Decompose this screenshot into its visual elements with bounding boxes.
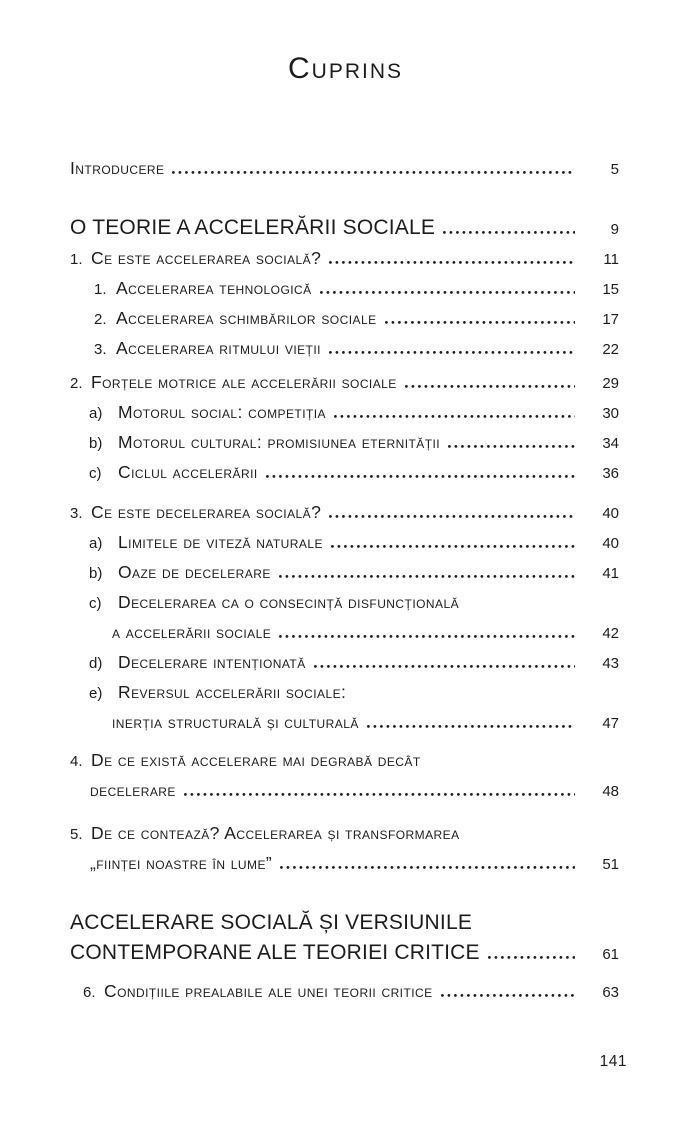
dot-leader	[172, 171, 575, 174]
toc-entry	[94, 278, 619, 308]
entry-label: Motorul cultural: promisiunea eternității	[118, 432, 441, 452]
dot-leader	[279, 635, 575, 638]
dot-leader	[329, 515, 575, 518]
entry-label: Introducere	[70, 158, 165, 178]
entry-page: 15	[602, 281, 619, 298]
entry-number: 3.	[70, 505, 83, 522]
toc-entry	[70, 158, 619, 188]
entry-label: a accelerării sociale	[112, 622, 272, 642]
entry-letter: a)	[89, 405, 103, 422]
entry-page: 5	[610, 161, 619, 178]
entry-page: 36	[602, 465, 619, 482]
dot-leader	[331, 545, 575, 548]
toc-entry	[89, 402, 619, 432]
entry-letter: c)	[89, 595, 102, 612]
toc-entry	[89, 432, 619, 462]
toc-entry	[89, 562, 619, 592]
entry-label: De ce există accelerare mai degrabă decât	[91, 750, 421, 770]
dot-leader	[266, 475, 575, 478]
entry-number: 6.	[83, 984, 96, 1001]
entry-label: O TEORIE A ACCELERĂRII SOCIALE	[70, 216, 436, 239]
toc-entry-continuation	[90, 853, 619, 883]
entry-page: 30	[602, 405, 619, 422]
entry-letter: a)	[89, 535, 103, 552]
dot-leader	[443, 231, 575, 234]
entry-label: Motorul social: competiția	[118, 402, 327, 422]
entry-number: 4.	[70, 753, 83, 770]
dot-leader	[448, 445, 575, 448]
entry-label: Ce este accelerarea socială?	[91, 248, 322, 268]
entry-page: 40	[602, 535, 619, 552]
entry-letter: d)	[89, 655, 103, 672]
dot-leader	[320, 291, 575, 294]
entry-page: 41	[602, 565, 619, 582]
toc-entry	[94, 308, 619, 338]
toc-entry	[70, 248, 619, 278]
entry-label: Reversul accelerării sociale:	[118, 682, 347, 702]
entry-number: 1.	[94, 281, 107, 298]
entry-number: 2.	[70, 375, 83, 392]
entry-number: 1.	[70, 251, 83, 268]
entry-page: 9	[610, 221, 619, 238]
entry-label: Ce este decelerarea socială?	[91, 502, 322, 522]
toc-entry-continuation	[90, 780, 619, 810]
entry-page: 43	[602, 655, 619, 672]
entry-number: 5.	[70, 826, 83, 843]
page-number: 141	[599, 1053, 627, 1070]
entry-label: Accelerarea tehnologică	[116, 278, 312, 298]
entry-page: 63	[602, 984, 619, 1001]
entry-label: Limitele de viteză naturale	[118, 532, 323, 552]
entry-label: Accelerarea schimbărilor sociale	[116, 308, 377, 328]
dot-leader	[441, 994, 575, 997]
entry-number: 2.	[94, 311, 107, 328]
entry-label: Ciclul accelerării	[118, 462, 258, 482]
dot-leader	[314, 665, 575, 668]
entry-label: Decelerare intenționată	[118, 652, 306, 672]
entry-label: ACCELERARE SOCIALĂ ȘI VERSIUNILE	[70, 911, 473, 934]
dot-leader	[488, 956, 575, 959]
entry-label: Decelerarea ca o consecință disfuncțională	[118, 592, 460, 612]
toc-entry	[70, 750, 619, 780]
dot-leader	[334, 415, 575, 418]
toc-entry-continuation	[70, 941, 619, 971]
toc-entry-continuation	[112, 712, 619, 742]
dot-leader	[280, 866, 575, 869]
toc-entry	[70, 823, 619, 853]
toc-entry	[89, 682, 619, 712]
entry-page: 29	[602, 375, 619, 392]
page-title: Cuprins	[287, 52, 403, 85]
dot-leader	[405, 385, 575, 388]
entry-page: 48	[602, 783, 619, 800]
entry-label: Forțele motrice ale accelerării sociale	[91, 372, 397, 392]
toc-entry	[70, 372, 619, 402]
entry-label: „ființei noastre în lume”	[90, 853, 273, 873]
entry-label: Oaze de decelerare	[118, 562, 271, 582]
table-of-contents	[70, 158, 619, 1011]
dot-leader	[279, 575, 575, 578]
entry-page: 17	[602, 311, 619, 328]
entry-page: 61	[602, 946, 619, 963]
entry-page: 42	[602, 625, 619, 642]
entry-letter: c)	[89, 465, 102, 482]
entry-label: decelerare	[90, 780, 176, 800]
toc-entry	[83, 981, 619, 1011]
entry-letter: b)	[89, 435, 103, 452]
entry-page: 40	[602, 505, 619, 522]
entry-label: CONTEMPORANE ALE TEORIEI CRITICE	[70, 941, 480, 964]
entry-letter: e)	[89, 685, 103, 702]
entry-label: Condițiile prealabile ale unei teorii critice	[104, 981, 433, 1001]
toc-entry-continuation	[112, 622, 619, 652]
entry-page: 47	[602, 715, 619, 732]
toc-entry	[70, 502, 619, 532]
dot-leader	[385, 321, 575, 324]
entry-page: 51	[602, 856, 619, 873]
entry-letter: b)	[89, 565, 103, 582]
dot-leader	[184, 793, 575, 796]
entry-page: 22	[602, 341, 619, 358]
toc-entry	[94, 338, 619, 368]
toc-entry	[89, 462, 619, 492]
toc-entry	[89, 592, 619, 622]
toc-entry	[89, 652, 619, 682]
entry-page: 11	[603, 251, 619, 268]
dot-leader	[329, 261, 575, 264]
dot-leader	[329, 351, 575, 354]
toc-entry	[89, 532, 619, 562]
entry-page: 34	[602, 435, 619, 452]
entry-label: inerția structurală și culturală	[112, 712, 359, 732]
entry-number: 3.	[94, 341, 107, 358]
dot-leader	[367, 725, 575, 728]
entry-label: Accelerarea ritmului vieții	[116, 338, 321, 358]
toc-entry	[70, 911, 619, 941]
toc-entry	[70, 216, 619, 246]
entry-label: De ce contează? Accelerarea și transformarea	[91, 823, 460, 843]
